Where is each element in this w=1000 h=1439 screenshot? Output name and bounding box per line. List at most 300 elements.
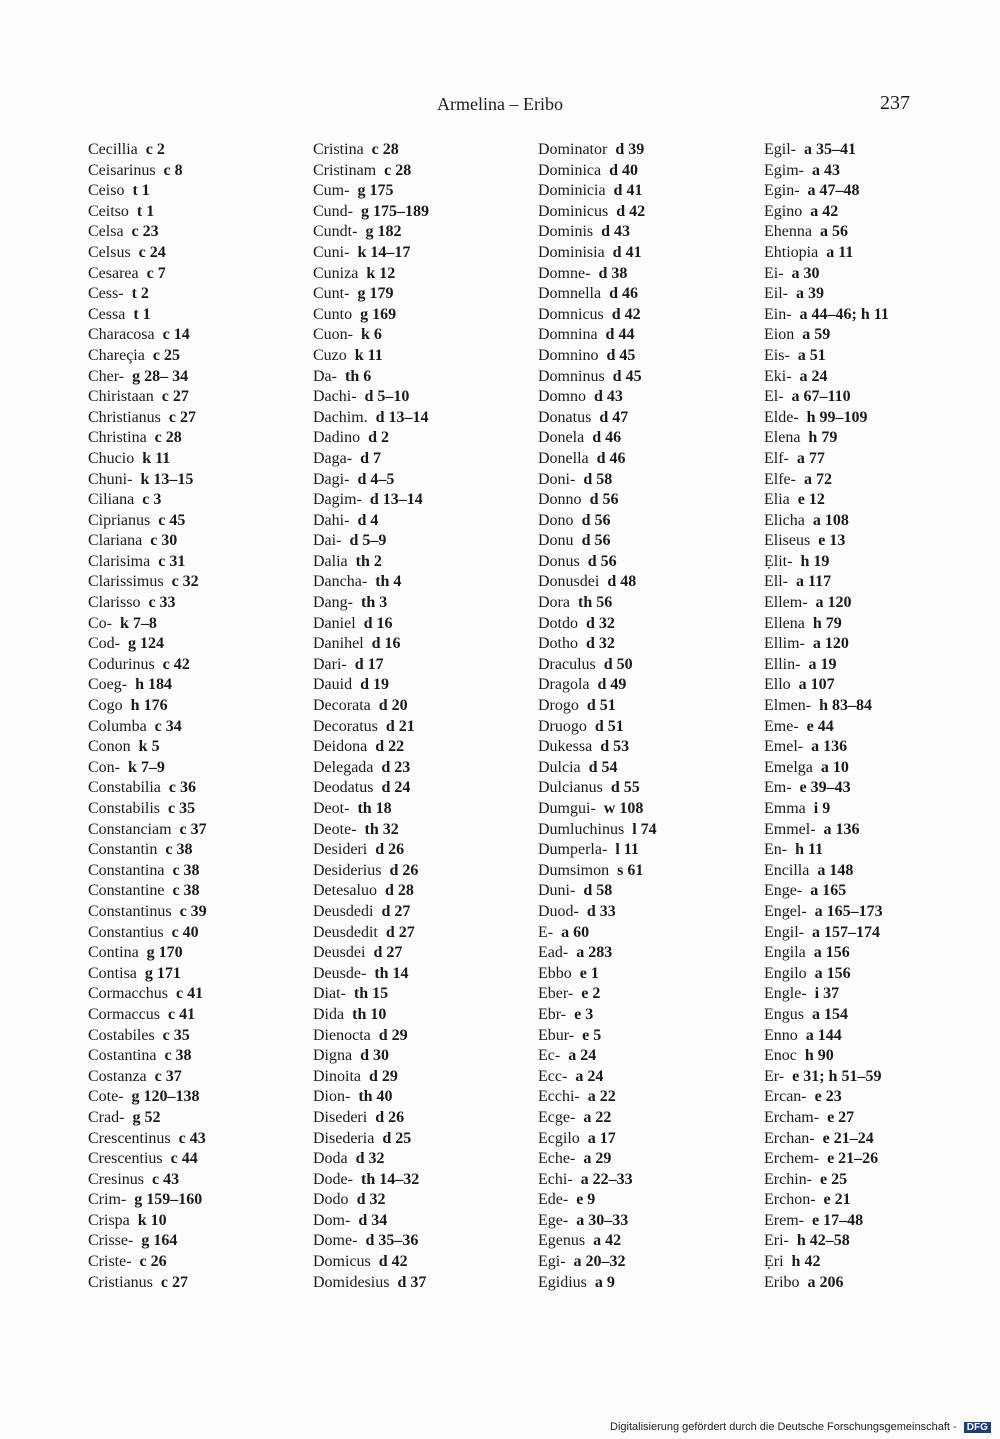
index-entry xyxy=(538,778,657,799)
entry-reference: d 54 xyxy=(588,758,618,776)
index-entry xyxy=(88,449,207,470)
entry-name: Dahi- xyxy=(313,511,350,529)
index-entry xyxy=(538,284,657,305)
entry-reference: k 12 xyxy=(366,264,396,282)
entry-name: Dulcia xyxy=(538,758,581,776)
entry-reference: d 27 xyxy=(373,944,403,962)
entry-reference: c 24 xyxy=(138,243,166,261)
entry-reference: d 56 xyxy=(587,552,617,570)
index-entry xyxy=(88,778,207,799)
entry-name: Dragola xyxy=(538,676,590,694)
index-entry xyxy=(313,1026,429,1047)
entry-name: Clarisso xyxy=(88,594,141,612)
entry-reference: e 5 xyxy=(582,1026,602,1044)
entry-reference: d 51 xyxy=(594,717,624,735)
index-entry xyxy=(764,202,889,223)
entry-name: Emma xyxy=(764,800,806,817)
entry-reference: d 27 xyxy=(381,902,411,920)
index-entry xyxy=(538,1211,657,1232)
entry-reference: d 47 xyxy=(599,408,629,426)
entry-name: Emelga xyxy=(764,758,813,776)
entry-name: Constabilia xyxy=(88,779,161,797)
index-entry xyxy=(313,1005,429,1026)
index-entry xyxy=(88,1067,207,1088)
entry-reference: h 19 xyxy=(800,552,830,570)
entry-name: Detesaluo xyxy=(313,882,377,900)
entry-name: Ecchi- xyxy=(538,1088,580,1106)
entry-name: Dominator xyxy=(538,141,608,158)
entry-reference: c 31 xyxy=(158,552,186,570)
entry-reference: c 3 xyxy=(142,491,162,509)
footer-text: Digitalisierung gefördert durch die Deutsche Forschungsgemeinschaft - xyxy=(610,1421,957,1433)
entry-reference: k 11 xyxy=(142,449,171,467)
entry-reference: k 11 xyxy=(354,346,383,364)
entry-name: Ehtiopia xyxy=(764,243,819,261)
entry-name: Egino xyxy=(764,202,803,220)
index-entry xyxy=(88,1170,207,1191)
entry-name: Ẹlit- xyxy=(764,552,793,570)
entry-reference: d 43 xyxy=(601,223,631,241)
index-entry xyxy=(88,902,207,923)
entry-name: Criste- xyxy=(88,1253,132,1271)
entry-reference: a 206 xyxy=(807,1273,844,1291)
entry-name: Egil- xyxy=(764,141,796,158)
index-entry xyxy=(538,1108,657,1129)
entry-name: Engle- xyxy=(764,985,807,1003)
entry-reference: d 45 xyxy=(612,367,642,385)
entry-reference: a 67–110 xyxy=(791,388,851,406)
entry-reference: a 43 xyxy=(812,161,840,179)
entry-name: Enge- xyxy=(764,882,803,900)
entry-name: Em- xyxy=(764,779,792,797)
index-entry xyxy=(764,902,889,923)
entry-name: Donusdei xyxy=(538,573,600,591)
entry-reference: d 38 xyxy=(598,264,628,282)
entry-name: Dai- xyxy=(313,532,342,550)
index-entry xyxy=(764,614,889,635)
index-entry xyxy=(313,984,429,1005)
entry-name: Dumgui- xyxy=(538,800,596,817)
index-column-1 xyxy=(88,140,207,1293)
entry-reference: a 165 xyxy=(810,882,847,900)
entry-name: Drogo xyxy=(538,697,579,715)
entry-name: Constantin xyxy=(88,841,158,859)
index-entry xyxy=(313,387,429,408)
entry-reference: a 157–174 xyxy=(812,923,880,941)
entry-reference: c 42 xyxy=(162,655,190,673)
entry-reference: a 120 xyxy=(815,594,852,612)
index-entry xyxy=(538,470,657,491)
index-entry xyxy=(88,1231,207,1252)
entry-name: Dumluchinus xyxy=(538,820,625,838)
index-entry xyxy=(313,531,429,552)
entry-reference: a 47–48 xyxy=(807,182,860,200)
index-entry xyxy=(764,820,889,841)
entry-reference: g 124 xyxy=(128,635,164,653)
index-entry xyxy=(764,470,889,491)
entry-name: Cote- xyxy=(88,1088,124,1106)
entry-reference: a 156 xyxy=(813,944,850,962)
index-entry xyxy=(538,1026,657,1047)
entry-reference: d 49 xyxy=(597,676,627,694)
index-entry xyxy=(538,531,657,552)
entry-reference: g 175–189 xyxy=(361,202,429,220)
index-entry xyxy=(538,593,657,614)
entry-name: Egidius xyxy=(538,1273,587,1291)
index-entry xyxy=(88,1211,207,1232)
index-entry xyxy=(764,1087,889,1108)
entry-name: Ellin- xyxy=(764,655,801,673)
index-entry xyxy=(313,470,429,491)
entry-reference: th 32 xyxy=(364,820,399,838)
index-entry xyxy=(538,264,657,285)
entry-name: Dom- xyxy=(313,1211,351,1229)
entry-name: Donela xyxy=(538,429,585,447)
entry-name: Eki- xyxy=(764,367,792,385)
entry-name: Clariana xyxy=(88,532,143,550)
entry-reference: a 56 xyxy=(819,223,848,241)
index-entry xyxy=(88,840,207,861)
entry-reference: a 42 xyxy=(810,202,839,220)
index-entry xyxy=(538,1005,657,1026)
entry-name: Donu xyxy=(538,532,574,550)
index-entry xyxy=(313,202,429,223)
index-entry xyxy=(764,531,889,552)
entry-reference: i 9 xyxy=(813,800,831,817)
entry-name: Ecc- xyxy=(538,1067,568,1085)
entry-name: Draculus xyxy=(538,655,596,673)
entry-name: Coeg- xyxy=(88,676,128,694)
entry-name: Dumperla- xyxy=(538,841,608,859)
index-entry xyxy=(538,758,657,779)
entry-name: Dagim- xyxy=(313,491,362,509)
entry-name: Dida xyxy=(313,1005,345,1023)
entry-name: Constabilis xyxy=(88,800,161,817)
entry-reference: a 148 xyxy=(817,861,854,879)
entry-reference: c 28 xyxy=(384,161,412,179)
entry-name: Dukessa xyxy=(538,738,593,756)
entry-reference: a 9 xyxy=(594,1273,615,1291)
entry-reference: g 169 xyxy=(360,305,397,323)
index-entry xyxy=(313,799,429,820)
entry-reference: d 43 xyxy=(594,388,623,406)
entry-name: Dienocta xyxy=(313,1026,371,1044)
index-entry xyxy=(313,902,429,923)
index-entry xyxy=(538,902,657,923)
footer-credit xyxy=(610,1421,991,1433)
entry-name: Engel- xyxy=(764,902,807,920)
entry-reference: d 2 xyxy=(368,429,390,447)
entry-reference: d 26 xyxy=(389,861,419,879)
index-entry xyxy=(538,428,657,449)
entry-reference: c 27 xyxy=(160,1273,188,1291)
index-entry xyxy=(764,1026,889,1047)
entry-reference: e 25 xyxy=(819,1170,848,1188)
index-entry xyxy=(764,737,889,758)
entry-name: Doni- xyxy=(538,470,576,488)
entry-reference: d 46 xyxy=(592,429,622,447)
index-entry xyxy=(764,284,889,305)
index-entry xyxy=(313,881,429,902)
entry-name: Dadino xyxy=(313,429,361,447)
entry-reference: c 38 xyxy=(165,841,193,859)
entry-name: Cuni- xyxy=(313,243,350,261)
index-entry xyxy=(313,305,429,326)
entry-name: Ecge- xyxy=(538,1108,576,1126)
entry-name: Cristinam xyxy=(313,161,377,179)
entry-reference: a 42 xyxy=(593,1232,622,1250)
index-entry xyxy=(88,737,207,758)
entry-name: Egim- xyxy=(764,161,804,179)
index-entry xyxy=(538,1231,657,1252)
entry-reference: c 30 xyxy=(150,532,178,550)
index-entry xyxy=(538,511,657,532)
index-entry xyxy=(88,614,207,635)
index-entry xyxy=(88,572,207,593)
index-entry xyxy=(764,367,889,388)
entry-reference: g 179 xyxy=(357,285,394,303)
entry-name: Ebbo xyxy=(538,964,572,982)
entry-reference: c 7 xyxy=(146,264,166,282)
entry-name: Engus xyxy=(764,1005,804,1023)
entry-name: Dauid xyxy=(313,676,353,694)
index-entry xyxy=(88,531,207,552)
entry-reference: g 120–138 xyxy=(131,1088,200,1106)
index-entry xyxy=(313,1252,429,1273)
entry-reference: e 31; h 51–59 xyxy=(792,1067,882,1085)
entry-reference: e 23 xyxy=(814,1088,842,1106)
entry-reference: d 48 xyxy=(607,573,637,591)
index-entry xyxy=(88,1190,207,1211)
entry-reference: th 14 xyxy=(374,964,409,982)
index-entry xyxy=(88,325,207,346)
index-entry xyxy=(313,572,429,593)
index-entry xyxy=(88,1087,207,1108)
entry-name: Dari- xyxy=(313,655,347,673)
entry-reference: a 22 xyxy=(583,1108,612,1126)
entry-name: Duod- xyxy=(538,902,579,920)
index-entry xyxy=(538,1149,657,1170)
index-entry xyxy=(313,1211,429,1232)
entry-reference: w 108 xyxy=(603,800,644,817)
index-entry xyxy=(313,181,429,202)
index-entry xyxy=(88,1252,207,1273)
entry-reference: g 182 xyxy=(365,223,402,241)
entry-name: Cecillia xyxy=(88,141,138,158)
entry-name: Domidesius xyxy=(313,1273,390,1291)
index-entry xyxy=(538,572,657,593)
entry-name: Eme- xyxy=(764,717,799,735)
entry-name: Crescentius xyxy=(88,1150,163,1168)
index-entry xyxy=(764,675,889,696)
entry-reference: a 77 xyxy=(796,449,825,467)
entry-reference: th 56 xyxy=(577,594,613,612)
entry-name: Cess- xyxy=(88,285,124,303)
entry-name: Dominica xyxy=(538,161,602,179)
entry-reference: d 29 xyxy=(378,1026,408,1044)
entry-name: Dora xyxy=(538,594,570,612)
entry-name: Cuniza xyxy=(313,264,359,282)
entry-reference: e 21 xyxy=(823,1191,851,1209)
entry-reference: a 11 xyxy=(826,243,854,261)
entry-reference: d 46 xyxy=(609,285,638,303)
entry-name: En- xyxy=(764,841,788,859)
entry-name: Crad- xyxy=(88,1108,125,1126)
entry-reference: d 46 xyxy=(596,449,626,467)
entry-reference: d 56 xyxy=(589,491,619,509)
entry-reference: h 99–109 xyxy=(806,408,868,426)
entry-name: Ede- xyxy=(538,1191,569,1209)
index-entry xyxy=(764,490,889,511)
entry-reference: d 24 xyxy=(381,779,411,797)
index-entry xyxy=(764,1129,889,1150)
entry-reference: d 32 xyxy=(586,614,615,632)
index-entry xyxy=(764,1005,889,1026)
entry-name: Crispa xyxy=(88,1211,130,1229)
entry-name: Elena xyxy=(764,429,801,447)
entry-name: Domicus xyxy=(313,1253,371,1271)
entry-name: Dominis xyxy=(538,223,594,241)
index-entry xyxy=(88,1026,207,1047)
entry-name: Ercan- xyxy=(764,1088,807,1106)
entry-reference: a 35–41 xyxy=(804,141,856,158)
index-entry xyxy=(764,264,889,285)
entry-reference: a 60 xyxy=(561,923,590,941)
entry-name: Chiristaan xyxy=(88,388,154,406)
entry-name: Dinoita xyxy=(313,1067,361,1085)
entry-reference: d 39 xyxy=(615,141,645,158)
index-entry xyxy=(764,243,889,264)
index-entry xyxy=(538,1046,657,1067)
entry-name: Domnina xyxy=(538,326,598,344)
entry-reference: th 40 xyxy=(358,1088,393,1106)
entry-reference: h 11 xyxy=(795,841,824,859)
entry-name: Erem- xyxy=(764,1211,804,1229)
entry-name: Erchem- xyxy=(764,1150,820,1168)
index-entry xyxy=(538,861,657,882)
entry-name: Cormacchus xyxy=(88,985,168,1003)
entry-name: Dulcianus xyxy=(538,779,603,797)
entry-name: Erchin- xyxy=(764,1170,812,1188)
entry-reference: a 117 xyxy=(796,573,832,591)
entry-reference: d 16 xyxy=(371,635,401,653)
index-entry xyxy=(764,1067,889,1088)
index-entry xyxy=(313,552,429,573)
entry-name: Ei- xyxy=(764,264,784,282)
entry-name: Deusdei xyxy=(313,944,366,962)
entry-name: Ehenna xyxy=(764,223,812,241)
index-entry xyxy=(88,1108,207,1129)
entry-name: Decoratus xyxy=(313,717,378,735)
entry-name: Cunto xyxy=(313,305,353,323)
entry-reference: c 38 xyxy=(172,861,200,879)
index-entry xyxy=(88,511,207,532)
entry-reference: t 2 xyxy=(131,285,149,303)
index-entry xyxy=(764,696,889,717)
index-entry xyxy=(313,140,429,161)
entry-name: Chuni- xyxy=(88,470,133,488)
index-entry xyxy=(764,572,889,593)
index-entry xyxy=(88,490,207,511)
entry-name: Columba xyxy=(88,717,147,735)
entry-reference: l 11 xyxy=(615,841,639,859)
index-entry xyxy=(538,840,657,861)
entry-reference: a 72 xyxy=(803,470,832,488)
index-entry xyxy=(88,1046,207,1067)
entry-name: Donatus xyxy=(538,408,592,426)
entry-name: Domno xyxy=(538,388,586,406)
index-entry xyxy=(764,881,889,902)
entry-reference: th 3 xyxy=(360,594,388,612)
entry-reference: g 52 xyxy=(132,1108,161,1126)
entry-reference: th 4 xyxy=(375,573,402,591)
entry-name: Ẹri xyxy=(764,1253,784,1271)
index-entry xyxy=(88,655,207,676)
entry-name: Constantinus xyxy=(88,902,172,920)
entry-reference: e 21–24 xyxy=(822,1129,874,1147)
index-entry xyxy=(88,284,207,305)
index-entry xyxy=(88,161,207,182)
index-column-3 xyxy=(538,140,657,1293)
entry-name: Domnella xyxy=(538,285,602,303)
entry-name: Ebur- xyxy=(538,1026,575,1044)
entry-reference: c 35 xyxy=(168,800,196,817)
entry-reference: a 136 xyxy=(811,738,848,756)
entry-reference: th 10 xyxy=(352,1005,387,1023)
entry-reference: d 20 xyxy=(378,697,408,715)
entry-reference: h 176 xyxy=(130,697,168,715)
index-entry xyxy=(88,881,207,902)
entry-reference: c 44 xyxy=(170,1150,198,1168)
entry-name: Chareçia xyxy=(88,346,145,364)
entry-reference: i 37 xyxy=(814,985,840,1003)
entry-reference: d 13–14 xyxy=(369,491,423,509)
entry-reference: a 51 xyxy=(797,346,826,364)
entry-reference: g 28– 34 xyxy=(132,367,189,385)
entry-name: Costantina xyxy=(88,1047,157,1065)
index-entry xyxy=(313,696,429,717)
entry-reference: k 14–17 xyxy=(357,243,411,261)
index-entry xyxy=(538,408,657,429)
entry-name: Doda xyxy=(313,1150,348,1168)
entry-name: Christianus xyxy=(88,408,161,426)
entry-name: Elfe- xyxy=(764,470,796,488)
index-entry xyxy=(764,799,889,820)
entry-reference: d 50 xyxy=(603,655,633,673)
entry-name: Ead- xyxy=(538,944,569,962)
entry-name: Echi- xyxy=(538,1170,573,1188)
index-entry xyxy=(313,1273,429,1294)
entry-reference: a 24 xyxy=(799,367,828,385)
index-entry xyxy=(538,717,657,738)
entry-reference: e 17–48 xyxy=(811,1211,864,1229)
entry-name: Donella xyxy=(538,449,589,467)
entry-reference: d 44 xyxy=(605,326,635,344)
entry-reference: d 32 xyxy=(586,635,615,653)
entry-name: Eche- xyxy=(538,1150,576,1168)
index-entry xyxy=(313,1170,429,1191)
entry-name: Ello xyxy=(764,676,791,694)
entry-reference: c 34 xyxy=(154,717,182,735)
entry-reference: a 107 xyxy=(798,676,835,694)
entry-reference: c 40 xyxy=(171,923,199,941)
index-entry xyxy=(764,943,889,964)
entry-reference: th 6 xyxy=(344,367,372,385)
index-entry xyxy=(313,861,429,882)
entry-name: Co- xyxy=(88,614,112,632)
entry-name: Dachim. xyxy=(313,408,368,426)
entry-name: Druogo xyxy=(538,717,587,735)
